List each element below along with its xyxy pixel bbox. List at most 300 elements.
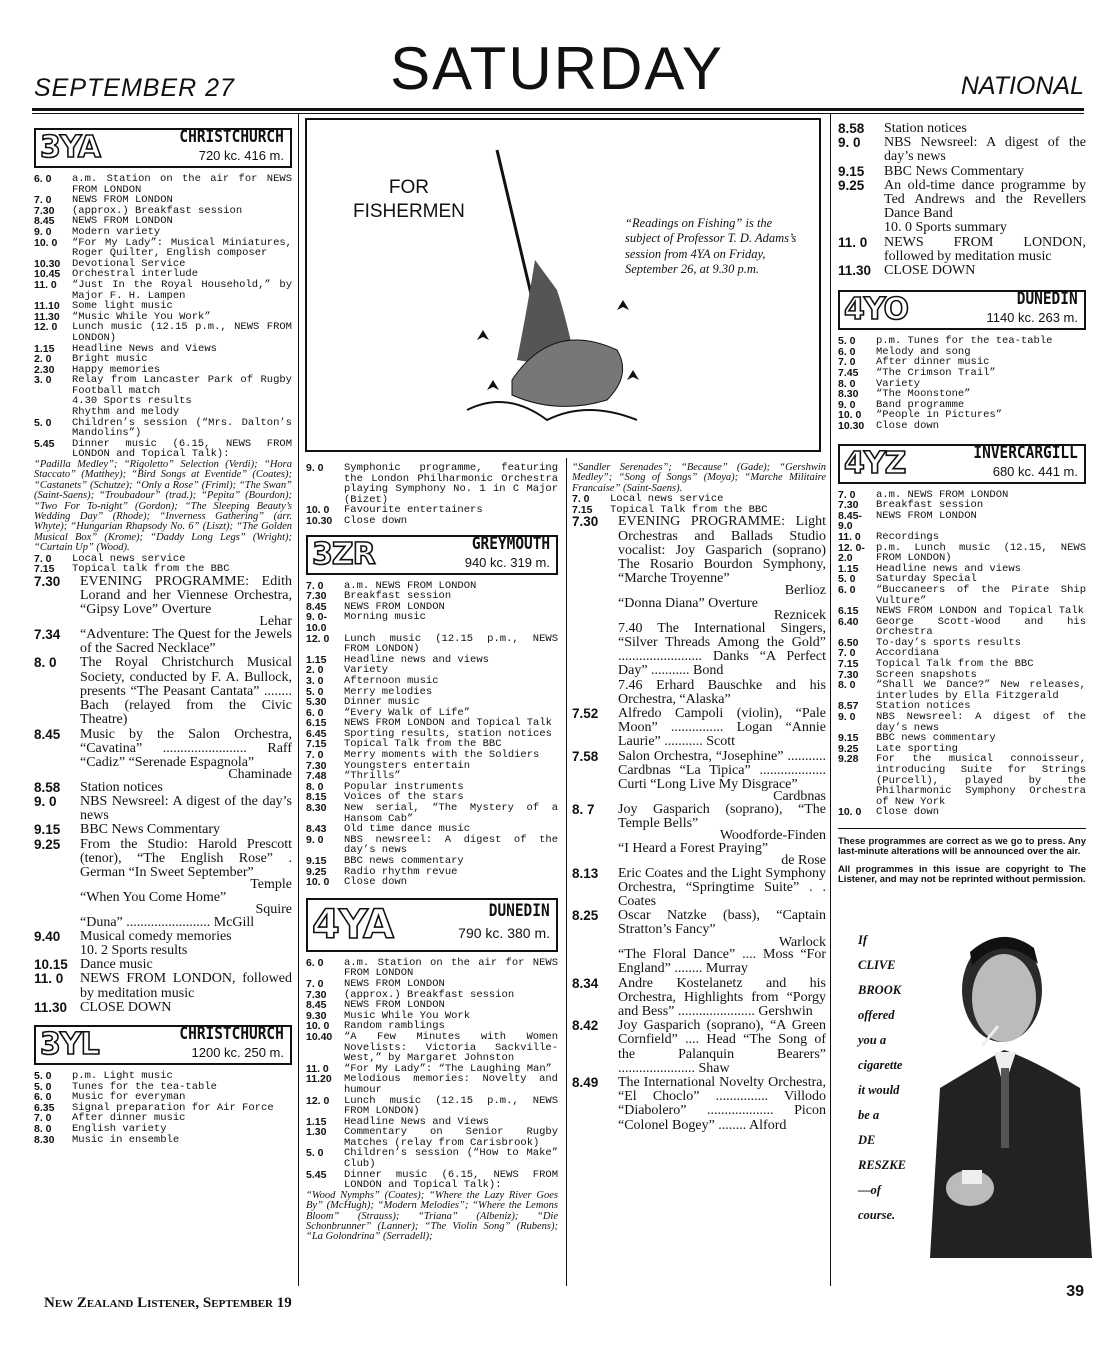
ad-line: CLIVE: [858, 958, 896, 972]
schedule-entry: [34, 375, 292, 396]
entry-description: Breakfast session: [876, 499, 984, 512]
schedule-entry: [838, 136, 1086, 164]
entry-time: 1.15: [306, 1115, 327, 1128]
entry-description: Merry melodies: [344, 685, 433, 698]
entry-time: 7. 0: [34, 552, 52, 565]
ad-line: If: [858, 933, 868, 947]
entry-description: Variety: [344, 664, 389, 677]
schedule-entry: [34, 628, 292, 656]
entry-time: 9.28: [838, 753, 859, 766]
entry-description: (approx.) Breakfast session: [72, 204, 243, 217]
schedule-entry: [306, 1096, 558, 1117]
station-frequency: 790 kc. 380 m.: [458, 924, 550, 941]
entry-time: 7.30: [838, 499, 859, 512]
entry-description: After dinner music: [72, 1112, 186, 1125]
schedule-list: [34, 174, 292, 460]
station-name: CHRISTCHURCH: [179, 127, 284, 147]
schedule-entry: [572, 707, 826, 750]
fishermen-feature-box: [305, 118, 821, 452]
entry-description: BBC News Commentary: [80, 822, 220, 838]
entry-time: 9.25: [34, 836, 61, 852]
schedule-entry: [306, 1032, 558, 1064]
entry-time: 10.40: [306, 1030, 333, 1043]
entry-description: Radio rhythm revue: [344, 865, 458, 878]
station-name: INVERCARGILL: [973, 442, 1078, 463]
entry-description: “For My Lady”: Musical Miniatures, Roger Quilter, English composer: [72, 236, 292, 260]
entry-time: 8.49: [572, 1075, 599, 1091]
entry-description: Topical Talk from the BBC: [876, 658, 1034, 671]
schedule-list: [34, 554, 292, 575]
entry-description: “A Few Minutes with Women Novelists: Victoria Sackville-West,” by Margaret Johnston: [344, 1030, 558, 1065]
entry-time: 10.15: [34, 957, 68, 973]
station-frequency: 680 kc. 441 m.: [992, 463, 1078, 479]
ad-line: cigarette: [858, 1058, 903, 1072]
station-frequency: 1200 kc. 250 m.: [191, 1044, 284, 1060]
entry-description: NBS Newsreel: A digest of the day’s news: [876, 711, 1086, 734]
ad-line: BROOK: [858, 983, 902, 997]
entry-description: Signal preparation for Air Force: [72, 1101, 274, 1114]
entry-time: 9. 0: [34, 225, 52, 238]
entry-time: 6.40: [838, 615, 859, 628]
station-logo: 3YA: [40, 130, 100, 165]
ad-line: DE: [858, 1133, 876, 1147]
entry-description: NEWS FROM LONDON: [344, 999, 445, 1012]
entry-time: 6. 0: [838, 583, 856, 596]
entry-time: 9. 0: [306, 462, 324, 474]
entry-description: BBC news commentary: [344, 855, 464, 867]
ad-line: you a: [858, 1033, 887, 1047]
entry-description: EVENING PROGRAMME: Edith Lorand and her Viennese Orchestra, “Gipsy Love” Overture: [80, 573, 292, 618]
column-4yo-4yz: [838, 122, 1086, 885]
entry-description: NEWS FROM LONDON and Topical Talk: [876, 605, 1084, 618]
schedule-entry: [34, 280, 292, 301]
entry-time: 7. 0: [306, 977, 324, 990]
entry-time: 2.30: [34, 363, 55, 376]
entry-description: Headline news and views: [344, 653, 489, 666]
entry-time: 10.30: [306, 514, 333, 527]
schedule-entry: [838, 122, 1086, 136]
entry-time: 7.30: [306, 988, 327, 1001]
station-header-4yo: [838, 290, 1086, 330]
entry-time: 5. 0: [306, 1147, 324, 1160]
station-header-3ya: [34, 128, 292, 168]
column-divider: [830, 114, 831, 1286]
station-name: DUNEDIN: [489, 900, 550, 921]
entry-time: [34, 944, 80, 958]
entry-time: 8.30: [306, 802, 327, 815]
page-number: 39: [1066, 1283, 1084, 1300]
entry-time: 7. 0: [306, 579, 324, 592]
entry-time: 6.15: [306, 717, 327, 730]
entry-description: a.m. Station on the air for NEWS FROM LONDON: [72, 173, 292, 196]
station-header-4ya: [306, 898, 558, 952]
clive-brook-portrait: [930, 918, 1092, 1258]
schedule-entry: [838, 680, 1086, 701]
entry-description: Musical comedy memories: [80, 928, 232, 944]
entry-description: Oscar Natzke (bass), “Captain Stratton’s Fancy”: [618, 908, 826, 938]
entry-time: 8.58: [34, 779, 61, 795]
entry-description: CLOSE DOWN: [884, 263, 976, 279]
page-day-title: SATURDAY: [390, 35, 724, 102]
entry-description: Close down: [344, 514, 408, 527]
entry-time: 5. 0: [34, 416, 52, 429]
entry-time: 10. 0: [306, 876, 330, 889]
entry-composer: Chaminade: [228, 767, 292, 783]
schedule-entry: [34, 972, 292, 1000]
entry-time: 7.30: [306, 759, 327, 772]
header-rule: [32, 108, 1084, 111]
schedule-entry: [838, 421, 1086, 432]
entry-description: Close down: [876, 806, 940, 819]
entry-time: 2. 0: [306, 664, 324, 677]
station-frequency: 720 kc. 416 m.: [198, 148, 284, 163]
schedule-entry: [34, 322, 292, 343]
station-name: GREYMOUTH: [471, 533, 550, 554]
entry-composer: Reznicek: [773, 608, 826, 624]
entry-time: 7.15: [306, 738, 327, 751]
entry-time: 2. 0: [34, 353, 52, 366]
entry-time: 9. 0: [838, 135, 861, 151]
ad-line: offered: [858, 1008, 895, 1022]
station-header-4yz: [838, 444, 1086, 484]
schedule-entry: [306, 877, 558, 888]
entry-time: 9. 0: [306, 833, 324, 846]
entry-time: 6.35: [34, 1101, 55, 1114]
entry-description: Merry moments with the Soldiers: [344, 749, 540, 762]
entry-description: Lunch music (12.15 p.m., NEWS FROM LONDON): [344, 632, 558, 656]
dinner-music-list: “Padilla Medley”; “Rigoletto” Selection (Verdi); “Hora Staccato” (Matthey); “Bird Songs at Eventide” (Coates); “Castanets” (Schutze); “Only a Rose” (Friml); “The Swan” (Saint-Saens); “Troubadour” (trad.); “Pepita” (Bourdon); “Two For To-night” (Gordon); “The Sleeping Beauty’s Wedding Day” (Rhode); “Inverness Gathering” (arr. Whyte); “Hungarian Rhapsody No. 6” (Liszt); “The Golden Musical Box” (Krome); “Daddy Long Legs” (Wright); “Curtain Up” (Wood).: [34, 459, 292, 554]
entry-description: NEWS FROM LONDON, followed by meditation music: [884, 234, 1086, 264]
entry-description: 10. 0 Sports summary: [884, 220, 1007, 236]
entry-description: Youngsters entertain: [344, 759, 471, 772]
entry-description: Headline News and Views: [72, 342, 217, 355]
entry-description: Accordiana: [876, 647, 940, 660]
entry-description: “The Floral Dance” .... Moss “For England” ........ Murray: [618, 947, 826, 977]
schedule-entry: [34, 823, 292, 837]
entry-time: 9. 0: [34, 793, 57, 809]
station-logo: 4YA: [312, 901, 393, 948]
entry-description: Lunch music (12.15 p.m., NEWS FROM LONDON): [72, 321, 292, 344]
schedule-entry: [306, 1170, 558, 1191]
schedule-entry: [34, 930, 292, 944]
entry-description: Dinner music: [344, 696, 420, 709]
schedule-entry: [306, 1074, 558, 1095]
schedule-entry: [306, 835, 558, 856]
entry-time: 1.15: [34, 342, 55, 355]
entry-time: 9.25: [838, 742, 859, 755]
entry-time: 9.15: [306, 855, 327, 867]
entry-description: Sporting results, station notices: [344, 727, 552, 740]
entry-time: 5. 0: [34, 1080, 52, 1093]
entry-description: From the Studio: Harold Prescott (tenor), “The English Rose” . German “In Sweet September”: [80, 836, 292, 880]
entry-description: An old-time dance programme by Ted Andrews and the Revellers Dance Band: [884, 177, 1086, 222]
entry-description: Recordings: [876, 530, 940, 543]
entry-description: “I Heard a Forest Praying”: [618, 840, 769, 856]
column-4ya-evening: [572, 463, 826, 1133]
fishing-illustration: [457, 140, 647, 440]
entry-description: Saturday Special: [876, 573, 977, 586]
entry-description: Headline news and views: [876, 562, 1021, 575]
entry-time: 7.30: [34, 573, 61, 589]
entry-description: a.m. NEWS FROM LONDON: [876, 488, 1009, 501]
entry-time: 8.45: [34, 215, 55, 228]
schedule-entry: [838, 511, 1086, 532]
entry-time: 8.15: [306, 791, 327, 804]
schedule-entry: [34, 891, 292, 905]
entry-description: Joy Gasparich (soprano), “The Temple Bells”: [618, 801, 826, 832]
entry-time: 7. 0: [34, 194, 52, 207]
entry-time: 11. 0: [34, 278, 57, 291]
entry-description: Commentary on Senior Rugby Matches (relay from Carisbrook): [344, 1126, 558, 1149]
entry-time: 8.45: [306, 600, 327, 613]
entry-description: Children’s session (“How to Make” Club): [344, 1147, 558, 1171]
entry-time: 8.34: [572, 975, 599, 991]
entry-time: 6.15: [838, 605, 859, 618]
entry-time: 8. 0: [34, 655, 57, 671]
entry-description: Salon Orchestra, “Josephine” ........... Cardbnas “La Tipica” ................... Curti “Long Live My Disgrace”: [618, 748, 826, 793]
entry-time: 8.25: [572, 908, 599, 924]
entry-description: English variety: [72, 1122, 167, 1135]
entry-time: 8.42: [572, 1018, 599, 1034]
schedule-entry: [306, 676, 558, 687]
schedule-entry: [306, 634, 558, 655]
entry-time: 6. 0: [306, 706, 324, 719]
schedule-entry: [838, 617, 1086, 638]
schedule-entry: [306, 1148, 558, 1169]
entry-description: Local news service: [610, 493, 724, 506]
entry-time: [572, 842, 618, 856]
entry-time: [838, 221, 884, 235]
entry-description: “Adventure: The Quest for the Jewels of the Sacred Necklace”: [80, 627, 292, 657]
entry-description: Headline News and Views: [344, 1115, 489, 1128]
schedule-entry: [838, 264, 1086, 278]
schedule-entry: [34, 1135, 292, 1146]
entry-description: Modern variety: [72, 225, 161, 238]
de-reszke-advertisement: [840, 918, 1092, 1258]
entry-description: “Music While You Work”: [72, 310, 211, 323]
entry-time: 6. 0: [306, 956, 324, 969]
entry-time: 9.15: [838, 732, 859, 745]
entry-time: 9.30: [306, 1009, 327, 1022]
schedule-list: [838, 336, 1086, 431]
entry-time: 3. 0: [306, 674, 324, 687]
entry-description: Station notices: [80, 779, 163, 795]
entry-time: 7.30: [572, 514, 599, 530]
schedule-entry: [306, 803, 558, 824]
entry-time: 10. 0: [838, 806, 862, 819]
schedule-entry: [34, 1001, 292, 1015]
copyright-notice: All programmes in this issue are copyright to The Listener, and may not be reprinted without permission.: [838, 863, 1086, 885]
schedule-list: [838, 490, 1086, 818]
entry-time: 5.45: [34, 437, 55, 450]
entry-description: a.m. Station on the air for NEWS FROM LONDON: [344, 956, 558, 980]
entry-description: Variety: [876, 377, 921, 390]
schedule-entry: [306, 856, 558, 867]
entry-time: 12. 0-2.0: [838, 541, 865, 565]
column-divider: [566, 458, 567, 1286]
entry-time: 7.30: [306, 590, 327, 603]
schedule-entry: [34, 795, 292, 823]
entry-description: BBC News Commentary: [884, 163, 1024, 179]
entry-description: Music for everyman: [72, 1091, 186, 1104]
entry-time: 12. 0: [306, 1094, 330, 1107]
station-logo: 4YZ: [844, 445, 906, 481]
entry-time: 11.20: [306, 1073, 332, 1086]
station-name: CHRISTCHURCH: [179, 1023, 284, 1044]
schedule-entry: [34, 916, 292, 930]
entry-time: 8.45-9.0: [838, 509, 862, 533]
station-frequency: 940 kc. 319 m.: [464, 554, 550, 570]
entry-description: BBC news commentary: [876, 732, 996, 745]
entry-time: [34, 396, 72, 407]
entry-time: 8.13: [572, 865, 599, 881]
entry-time: 7.15: [572, 503, 593, 516]
entry-description: Some light music: [72, 300, 173, 313]
schedule-entry: [572, 515, 826, 586]
entry-time: 7.30: [838, 668, 859, 681]
ad-line: RESZKE: [858, 1158, 906, 1172]
entry-composer: Woodforde-Finden: [719, 828, 826, 844]
ad-line: —of: [858, 1183, 881, 1197]
entry-description: Melody and song: [876, 345, 971, 358]
entry-time: 11. 0: [838, 530, 861, 543]
entry-time: 7.48: [306, 770, 327, 783]
entry-time: 9.15: [34, 822, 61, 838]
late-programme: [838, 122, 1086, 278]
schedule-entry: [838, 543, 1086, 564]
entry-description: NEWS FROM LONDON: [72, 215, 173, 228]
entry-description: Symphonic programme, featuring the London Philharmonic Orchestra playing Symphony No. 1 in C Major (Bizet): [344, 462, 558, 506]
schedule-entry: [34, 418, 292, 439]
entry-time: 8. 0: [838, 679, 856, 692]
entry-time: 5.30: [306, 696, 327, 709]
ad-line: it would: [858, 1083, 900, 1097]
schedule-entry: [838, 165, 1086, 179]
entry-description: Dinner music (6.15, NEWS FROM LONDON and Topical Talk):: [344, 1168, 558, 1192]
entry-time: 11.30: [838, 263, 872, 279]
entry-description: p.m. Light music: [72, 1069, 173, 1082]
publication-footer: New Zealand Listener, September 19: [44, 1295, 292, 1311]
station-header-3yl: [34, 1025, 292, 1065]
schedule-entry: [572, 1019, 826, 1076]
schedule-entry: [838, 754, 1086, 807]
entry-description: Andre Kostelanetz and his Orchestra, Highlights from “Porgy and Bess” ...................... Gershwin: [618, 975, 826, 1020]
entry-description: The Royal Christchurch Musical Society, conducted by F. A. Bullock, presents “The Peasant Cantata” ........ Bach (relayed from the Civic Theatre): [80, 655, 292, 728]
entry-description: 4.30 Sports results: [72, 395, 192, 408]
entry-description: NBS Newsreel: A digest of the day’s news: [884, 135, 1086, 165]
entry-description: Music While You Work: [344, 1009, 471, 1022]
schedule-entry: [34, 958, 292, 972]
entry-description: Alfredo Campoli (violin), “Pale Moon” ............... Logan “Annie Laurie” ........... Scott: [618, 706, 826, 750]
entry-description: NEWS FROM LONDON and Topical Talk: [344, 717, 552, 730]
schedule-entry: [838, 712, 1086, 733]
entry-time: 10. 0: [34, 236, 58, 249]
entry-description: Topical Talk from the BBC: [610, 503, 768, 516]
entry-time: 11. 0: [34, 971, 64, 987]
schedule-entry: [572, 803, 826, 831]
station-name: DUNEDIN: [1017, 289, 1078, 310]
entry-description: “Shall We Dance?” New releases, interludes by Ella Fitzgerald: [876, 679, 1086, 702]
page-date: SEPTEMBER 27: [34, 74, 235, 102]
entry-description: EVENING PROGRAMME: Light Orchestras and Ballads Studio vocalist: Joy Gasparich (soprano) The Rosario Bourdon Symphony, “Marche Troyenne”: [618, 514, 826, 587]
alterations-notice: These programmes are correct as we go to press. Any last-minute alterations will be announced over the air.: [838, 835, 1086, 857]
schedule-entry: [34, 781, 292, 795]
entry-time: 9. 0-10.0: [306, 611, 328, 634]
entry-description: “Thrills”: [344, 770, 401, 783]
entry-time: [34, 891, 80, 905]
entry-time: 7. 0: [34, 1112, 52, 1125]
entry-time: 1.15: [838, 562, 859, 575]
entry-description: Close down: [876, 419, 940, 432]
entry-time: 1.15: [306, 653, 327, 666]
schedule-list: [34, 1071, 292, 1145]
entry-description: Joy Gasparich (soprano), “A Green Cornfield” .... Head “The Song of the Palanquin Bearers” ...................... Shaw: [618, 1018, 826, 1076]
entry-time: 12. 0: [306, 632, 330, 645]
entry-description: Afternoon music: [344, 674, 439, 687]
entry-description: After dinner music: [876, 356, 990, 369]
column-3ya: [34, 126, 292, 1145]
entry-description: Happy memories: [72, 363, 161, 376]
entry-description: Topical talk from the BBC: [72, 563, 230, 576]
entry-time: 8. 0: [306, 780, 324, 793]
station-logo: 3YL: [40, 1026, 99, 1062]
schedule-entry: [306, 958, 558, 979]
entry-time: 11. 0: [838, 234, 868, 250]
entry-time: 5. 0: [838, 573, 856, 586]
ad-copy: [858, 928, 906, 1228]
header-rule-thin: [32, 113, 1084, 114]
entry-time: 7.52: [572, 706, 599, 722]
evening-programme: [572, 515, 826, 1132]
entry-description: Breakfast session: [344, 590, 452, 603]
feature-title: FOR FISHERMEN: [353, 177, 465, 222]
network-label: NATIONAL: [960, 72, 1084, 100]
entry-time: 8. 0: [838, 377, 856, 390]
entry-time: 5. 0: [34, 1069, 52, 1082]
schedule-entry: [306, 1127, 558, 1148]
entry-time: 10.30: [34, 257, 61, 270]
schedule-entry: [34, 238, 292, 259]
ad-line: be a: [858, 1108, 880, 1122]
entry-description: Dance music: [80, 957, 153, 973]
entry-description: Children’s session (“Mrs. Dalton’s Mandolins”): [72, 416, 292, 440]
entry-time: [34, 916, 80, 930]
entry-time: 11.30: [34, 999, 68, 1015]
notices: [838, 828, 1086, 885]
schedule-entry: [306, 463, 558, 505]
entry-time: 5. 0: [306, 685, 324, 698]
schedule-entry: [306, 979, 558, 990]
entry-description: “The Crimson Trail”: [876, 367, 996, 380]
schedule-list: [572, 494, 826, 515]
schedule-entry: [838, 236, 1086, 264]
entry-description: Melodious memories: Novelty and humour: [344, 1073, 558, 1096]
entry-description: Old time dance music: [344, 823, 471, 836]
entry-description: Tunes for the tea-table: [72, 1080, 217, 1093]
schedule-list: [306, 958, 558, 1191]
entry-time: 9.25: [306, 865, 327, 878]
entry-description: CLOSE DOWN: [80, 999, 172, 1015]
entry-composer: Berlioz: [784, 583, 826, 599]
entry-time: 8.30: [34, 1133, 55, 1146]
entry-time: 7.15: [838, 658, 859, 671]
schedule-entry: [34, 1124, 292, 1135]
schedule-entry: [572, 948, 826, 976]
entry-description: Morning music: [344, 611, 426, 624]
entry-time: 10. 0: [306, 1020, 330, 1033]
entry-description: Rhythm and melody: [72, 406, 180, 419]
entry-time: 3. 0: [34, 374, 52, 387]
